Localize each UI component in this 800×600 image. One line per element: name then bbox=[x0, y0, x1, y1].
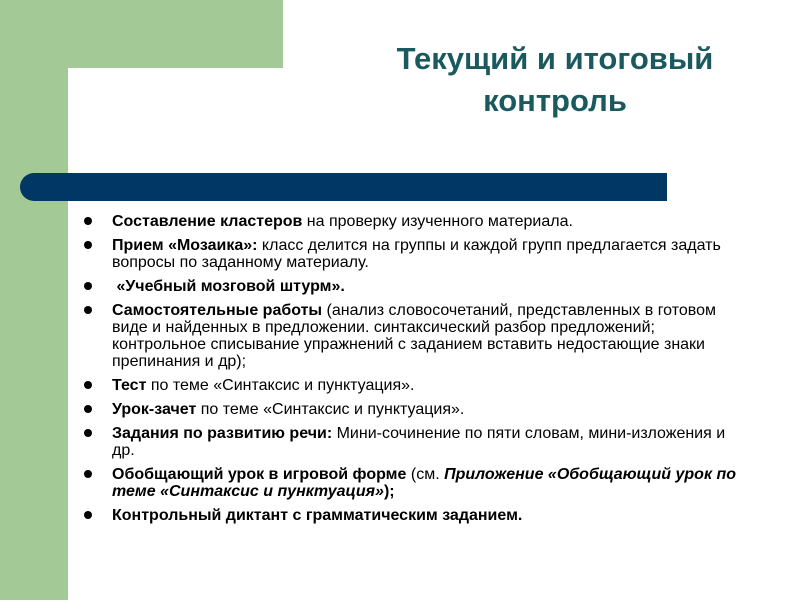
item-strong: Самостоятельные работы bbox=[112, 302, 323, 319]
bullet-icon bbox=[84, 429, 92, 437]
list-item bbox=[82, 466, 750, 500]
bullet-icon bbox=[84, 217, 92, 225]
list-item bbox=[82, 377, 750, 394]
slide-title bbox=[330, 38, 780, 122]
item-text: (анализ словосочетаний, представленных в готовом виде и найденных в предложении. синтаксический разбор предложений; контрольное списывание упражнений с заданием вставить недостающие знаки препинания и др); bbox=[112, 302, 716, 370]
list-item bbox=[82, 237, 750, 271]
list-item bbox=[82, 425, 750, 459]
bullet-icon bbox=[84, 306, 92, 314]
bullet-icon bbox=[84, 241, 92, 249]
bullet-icon bbox=[84, 282, 92, 290]
item-text: класс делится на группы и каждой групп предлагается задать вопросы по заданному материалу. bbox=[112, 237, 721, 271]
bullet-icon bbox=[84, 511, 92, 519]
item-strong: «Учебный мозговой штурм». bbox=[112, 278, 345, 295]
item-emphasis: Приложение «Обобщающий урок по теме «Синтаксис и пунктуация» bbox=[112, 466, 737, 500]
item-end: ); bbox=[383, 483, 395, 500]
item-strong: Урок-зачет bbox=[112, 401, 197, 418]
item-text: (см. bbox=[406, 466, 445, 483]
list-item bbox=[82, 401, 750, 418]
title-line-1: Текущий и итоговый bbox=[396, 41, 714, 76]
decor-green-left bbox=[0, 0, 68, 600]
bullet-list bbox=[82, 213, 750, 524]
bullet-list-container bbox=[82, 213, 750, 531]
bullet-icon bbox=[84, 470, 92, 478]
list-item bbox=[82, 213, 750, 230]
item-text: на проверку изученного материала. bbox=[302, 213, 573, 230]
item-strong: Задания по развитию речи: bbox=[112, 425, 333, 442]
item-text: по теме «Синтаксис и пунктуация». bbox=[196, 401, 465, 418]
bullet-icon bbox=[84, 381, 92, 389]
list-item bbox=[82, 507, 750, 524]
title-line-2: контроль bbox=[483, 83, 627, 118]
list-item bbox=[82, 302, 750, 370]
item-strong: Контрольный диктант с грамматическим заданием. bbox=[112, 507, 523, 524]
item-strong: Обобщающий урок в игровой форме bbox=[112, 466, 407, 483]
item-text: по теме «Синтаксис и пунктуация». bbox=[146, 377, 415, 394]
item-strong: Прием «Мозаика»: bbox=[112, 237, 258, 254]
bullet-icon bbox=[84, 405, 92, 413]
item-text: Мини-сочинение по пяти словам, мини-изложения и др. bbox=[112, 425, 726, 459]
item-strong: Составление кластеров bbox=[112, 213, 303, 230]
list-item bbox=[82, 278, 750, 295]
divider-bar bbox=[20, 173, 667, 201]
item-strong: Тест bbox=[112, 377, 147, 394]
